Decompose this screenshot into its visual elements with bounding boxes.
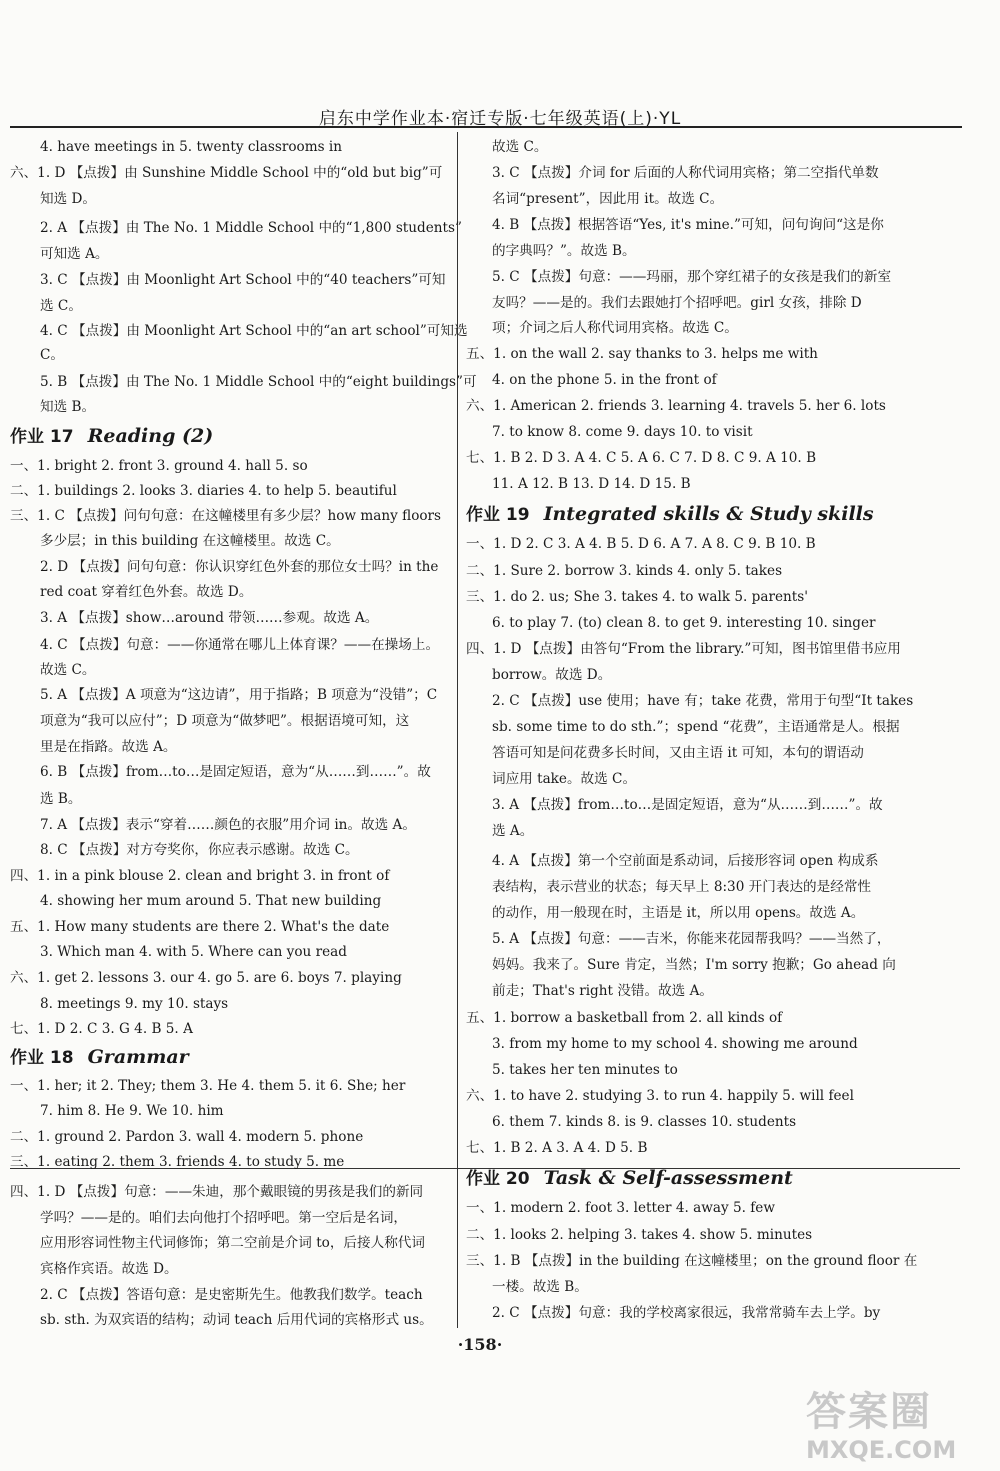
answer-line: 三、1. eating 2. them 3. friends 4. to study 5. me	[10, 1154, 345, 1170]
page-number: ·158·	[457, 1335, 503, 1354]
answer-line: 5. A 【点拨】句意：——吉米，你能来花园帮我吗？——当然了，	[492, 931, 891, 947]
section-title: Grammar	[87, 1046, 189, 1068]
answer-line: 五、1. on the wall 2. say thanks to 3. helps me with	[466, 346, 818, 362]
answer-line: 3. A 【点拨】from…to…是固定短语，意为“从……到……”。故	[492, 797, 883, 813]
answer-line: 七、1. D 2. C 3. G 4. B 5. A	[10, 1021, 193, 1037]
answer-line: 5. takes her ten minutes to	[492, 1062, 678, 1078]
answer-line: 7. him 8. He 9. We 10. him	[40, 1103, 224, 1119]
answer-line: 的动作，用一般现在时，主语是 it，所以用 opens。故选 A。	[492, 905, 865, 921]
answer-line: 二、1. buildings 2. looks 3. diaries 4. to help 5. beautiful	[10, 483, 397, 499]
section-heading	[466, 1166, 793, 1191]
answer-line: 的字典吗？”。故选 B。	[492, 243, 636, 259]
answer-line: 表结构，表示营业的状态；每天早上 8:30 开门表达的是经常性	[492, 879, 872, 895]
answer-line: 三、1. B 【点拨】in the building 在这幢楼里；on the ground floor 在	[466, 1253, 918, 1269]
answer-line: 友吗？——是的。我们去跟她打个招呼吧。girl 女孩，排除 D	[492, 295, 862, 311]
answer-line: 6. them 7. kinds 8. is 9. classes 10. students	[492, 1114, 797, 1130]
answer-line: 可知选 A。	[40, 246, 109, 262]
answer-line: 5. C 【点拨】句意：——玛丽，那个穿红裙子的女孩是我们的新室	[492, 269, 892, 285]
page-title: 启东中学作业本·宿迁专版·七年级英语(上)·YL	[318, 109, 682, 129]
answer-line: 项；介词之后人称代词用宾格。故选 C。	[492, 320, 738, 336]
section-heading	[10, 1045, 189, 1070]
answer-line: 一、1. D 2. C 3. A 4. B 5. D 6. A 7. A 8. C 9. B 10. B	[466, 536, 816, 552]
answer-line: 六、1. American 2. friends 3. learning 4. travels 5. her 6. lots	[466, 398, 886, 414]
answer-line: 四、1. D 【点拨】句意：——朱迪，那个戴眼镜的男孩是我们的新同	[10, 1184, 424, 1200]
answer-line: 4. C 【点拨】由 Moonlight Art School 中的“an art school”可知选	[40, 323, 468, 339]
answer-line: 8. meetings 9. my 10. stays	[40, 996, 229, 1012]
answer-line: 二、1. ground 2. Pardon 3. wall 4. modern 5. phone	[10, 1129, 364, 1145]
answer-line: 多少层；in this building 在这幢楼里。故选 C。	[40, 533, 340, 549]
answer-line: 故选 C。	[40, 662, 96, 678]
answer-line: 7. A 【点拨】表示“穿着……颜色的衣服”用介词 in。故选 A。	[40, 817, 416, 833]
answer-line: 三、1. do 2. us; She 3. takes 4. to walk 5. parents'	[466, 589, 808, 605]
answer-line: 4. B 【点拨】根据答语“Yes, it's mine.”可知，问句询问“这是你	[492, 217, 884, 233]
answer-line: 8. C 【点拨】对方夸奖你，你应表示感谢。故选 C。	[40, 842, 359, 858]
answer-line: 3. C 【点拨】介词 for 后面的人称代词用宾格；第二空指代单数	[492, 165, 879, 181]
answer-line: 里是在指路。故选 A。	[40, 739, 177, 755]
answer-line: 二、1. Sure 2. borrow 3. kinds 4. only 5. takes	[466, 563, 783, 579]
answer-line: 二、1. looks 2. helping 3. takes 4. show 5. minutes	[466, 1227, 813, 1243]
section-number: 作业 20	[466, 1169, 530, 1189]
answer-line: 2. C 【点拨】use 使用；have 有；take 花费，常用于句型“It takes	[492, 693, 914, 709]
answer-line: 4. have meetings in 5. twenty classrooms in	[40, 139, 342, 155]
answer-line: 六、1. to have 2. studying 3. to run 4. happily 5. will feel	[466, 1088, 854, 1104]
answer-line: 五、1. How many students are there 2. What's the date	[10, 919, 390, 935]
answer-line: 选 B。	[40, 791, 82, 807]
header-rule	[10, 126, 962, 128]
column-divider	[457, 132, 458, 1328]
answer-line: 知选 D。	[40, 191, 97, 207]
answer-line: 一、1. modern 2. foot 3. letter 4. away 5. few	[466, 1200, 775, 1216]
answer-line: red coat 穿着红色外套。故选 D。	[40, 584, 253, 600]
answer-line: 答语可知是问花费多长时间，又由主语 it 可知，本句的谓语动	[492, 745, 864, 761]
answer-line: 宾格作宾语。故选 D。	[40, 1261, 178, 1277]
answer-line: 名词“present”，因此用 it。故选 C。	[492, 191, 724, 207]
section-number: 作业 17	[10, 427, 74, 447]
answer-line: 妈妈。我来了。Sure 肯定，当然；I'm sorry 抱歉；Go ahead 向	[492, 957, 896, 973]
answer-line: 一楼。故选 B。	[492, 1279, 588, 1295]
answer-line: 6. to play 7. (to) clean 8. to get 9. interesting 10. singer	[492, 615, 876, 631]
answer-line: sb. sth. 为双宾语的结构；动词 teach 后用代词的宾格形式 us。	[40, 1312, 433, 1328]
answer-line: 4. A 【点拨】第一个空前面是系动词，后接形容词 open 构成系	[492, 853, 879, 869]
answer-line: 前走；That's right 没错。故选 A。	[492, 983, 713, 999]
answer-line: C。	[40, 347, 64, 363]
answer-line: 2. D 【点拨】问句句意：你认识穿红色外套的那位女士吗？in the	[40, 559, 439, 575]
answer-line: 一、1. her; it 2. They; them 3. He 4. them 5. it 6. She; her	[10, 1078, 406, 1094]
answer-line: 项意为“我可以应付”；D 项意为“做梦吧”。根据语境可知，这	[40, 713, 410, 729]
answer-line: 3. A 【点拨】show…around 带领……参观。故选 A。	[40, 610, 379, 626]
section-title: Integrated skills & Study skills	[543, 503, 874, 525]
page-header	[0, 98, 1000, 128]
answer-line: 5. B 【点拨】由 The No. 1 Middle School 中的“eight buildings”可	[40, 374, 477, 390]
section-title: Reading (2)	[87, 425, 214, 447]
answer-line: 选 A。	[492, 823, 534, 839]
answer-line: 11. A 12. B 13. D 14. D 15. B	[492, 476, 691, 492]
answer-line: 四、1. in a pink blouse 2. clean and bright 3. in front of	[10, 868, 390, 884]
answer-line: 2. A 【点拨】由 The No. 1 Middle School 中的“1,800 students”	[40, 220, 462, 236]
answer-line: 四、1. D 【点拨】由答句“From the library.”可知，图书馆里借书应用	[466, 641, 901, 657]
watermark	[800, 1388, 990, 1466]
answer-line: 六、1. get 2. lessons 3. our 4. go 5. are 6. boys 7. playing	[10, 970, 402, 986]
watermark-logo: 答案圈	[806, 1389, 932, 1435]
section-heading	[10, 424, 213, 449]
answer-line: 4. on the phone 5. in the front of	[492, 372, 717, 388]
answer-line: 一、1. bright 2. front 3. ground 4. hall 5. so	[10, 458, 308, 474]
answer-line: 4. C 【点拨】句意：——你通常在哪儿上体育课？——在操场上。	[40, 637, 440, 653]
answer-line: 3. Which man 4. with 5. Where can you read	[40, 944, 347, 960]
answer-line: 六、1. D 【点拨】由 Sunshine Middle School 中的“old but big”可	[10, 165, 443, 181]
answer-line: 3. from my home to my school 4. showing me around	[492, 1036, 858, 1052]
answer-line: 5. A 【点拨】A 项意为“这边请”，用于指路；B 项意为“没错”；C	[40, 687, 438, 703]
section-heading	[466, 502, 874, 527]
answer-line: 应用形容词性物主代词修饰；第二空前是介词 to，后接人称代词	[40, 1235, 425, 1251]
watermark-url: MXQE.COM	[806, 1436, 957, 1464]
section-number: 作业 19	[466, 505, 530, 525]
answer-line: 2. C 【点拨】句意：我的学校离家很远，我常常骑车去上学。by	[492, 1305, 881, 1321]
answer-line: borrow。故选 D。	[492, 667, 612, 683]
answer-line: 3. C 【点拨】由 Moonlight Art School 中的“40 teachers”可知	[40, 272, 446, 288]
answer-line: 七、1. B 2. D 3. A 4. C 5. A 6. C 7. D 8. C 9. A 10. B	[466, 450, 817, 466]
answer-line: 故选 C。	[492, 139, 548, 155]
answer-line: 4. showing her mum around 5. That new building	[40, 893, 382, 909]
answer-line: 7. to know 8. come 9. days 10. to visit	[492, 424, 753, 440]
answer-line: 七、1. B 2. A 3. A 4. D 5. B	[466, 1140, 648, 1156]
answer-line: sb. some time to do sth.”；spend “花费”，主语通常是人。根据	[492, 719, 900, 735]
answer-line: 词应用 take。故选 C。	[492, 771, 637, 787]
answer-line: 三、1. C 【点拨】问句句意：在这幢楼里有多少层？how many floors	[10, 508, 442, 524]
answer-line: 选 C。	[40, 298, 82, 314]
answer-line: 知选 B。	[40, 399, 96, 415]
section-title: Task & Self-assessment	[543, 1167, 793, 1189]
answer-line: 学吗？——是的。咱们去向他打个招呼吧。第一空后是名词，	[40, 1210, 408, 1226]
answer-line: 2. C 【点拨】答语句意：是史密斯先生。他教我们数学。teach	[40, 1287, 423, 1303]
answer-line: 五、1. borrow a basketball from 2. all kinds of	[466, 1010, 783, 1026]
section-number: 作业 18	[10, 1048, 74, 1068]
answer-line: 6. B 【点拨】from…to…是固定短语，意为“从……到……”。故	[40, 764, 431, 780]
